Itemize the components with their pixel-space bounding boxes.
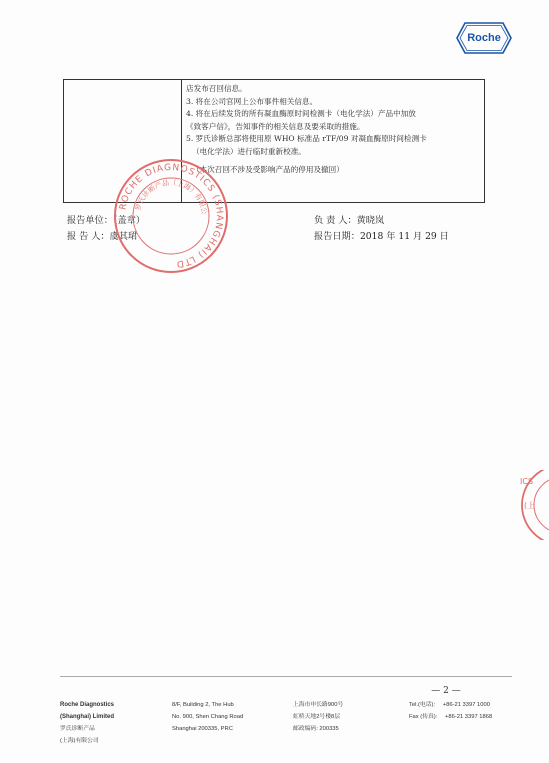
footer-address-en-2: No. 900, Shen Chang Road	[172, 714, 244, 720]
report-date-label: 报告日期：	[314, 231, 360, 242]
footer-fax-row	[409, 711, 492, 723]
measure-line: 3. 将在公司官网上公布事件相关信息。	[186, 96, 318, 106]
measures-cell	[186, 83, 482, 176]
responsible-name: 黄晓岚	[356, 215, 385, 226]
report-date-row	[314, 228, 449, 242]
measure-line: 《致客户信》，告知事件的相关信息及要采取的措施。	[186, 121, 365, 131]
footer-company-en-2: (Shanghai) Limited	[60, 714, 114, 720]
footer-company-cn-1: 罗氏诊断产品	[60, 726, 95, 732]
responsible-label: 负 责 人：	[314, 215, 357, 226]
tel-label: Tel.(电话):	[409, 702, 436, 708]
partial-seal-graphic	[512, 470, 549, 540]
fax-value: +86-21 3397 1868	[444, 714, 493, 720]
company-seal-graphic	[109, 157, 230, 275]
footer-company-en-1: Roche Diagnostics	[60, 702, 115, 708]
svg-text:罗氏诊断产品（上海）有限公司: 罗氏诊断产品（上海）有限公	[134, 178, 209, 215]
footer-address-en-1: 8/F, Building 2, The Hub	[172, 702, 234, 708]
reporter-label: 报 告 人：	[67, 231, 110, 242]
partial-seal-edge	[512, 470, 549, 540]
measure-line: 5. 罗氏诊断总部将使用原 WHO 标准品 rTF/09 对凝血酶原时间检测卡	[186, 134, 427, 144]
footer-address-cn-2: 虹桥天地2号楼8层	[293, 714, 341, 720]
measure-line: 店发布召回信息。	[186, 84, 247, 93]
measure-line: 4. 将在后续发货的所有凝血酶原时间检测卡（电化学法）产品中加放	[186, 109, 416, 119]
footer-divider	[60, 676, 512, 677]
footer-address-en-3: Shanghai 200335, PRC	[172, 726, 233, 732]
responsible-row	[314, 212, 384, 226]
footer-company-cn-2: (上海)有限公司	[60, 738, 99, 744]
company-seal	[109, 157, 230, 275]
footer-address-cn-3: 邮政编码: 200335	[293, 726, 339, 732]
fax-label: Fax (传真):	[409, 714, 438, 720]
roche-logo	[456, 22, 512, 54]
tel-value: +86-21 3397 1000	[442, 702, 490, 708]
report-date-value: 2018 年 11 月 29 日	[359, 231, 449, 242]
svg-text:ICS: ICS	[520, 477, 534, 486]
svg-text:ROCHE DIAGNOSTICS (SHANGHAI) L: ROCHE DIAGNOSTICS (SHANGHAI) LTD	[118, 162, 225, 269]
svg-text:(上: (上	[524, 501, 536, 510]
footer-address-cn-1: 上海市申长路900号	[293, 702, 344, 708]
page-number: — 2 —	[431, 686, 461, 696]
logo-text: Roche	[467, 32, 501, 44]
reporter-name: 虞其珺	[109, 231, 138, 242]
recall-note: （本次召回不涉及受影响产品的停用及撤回）	[192, 164, 344, 174]
footer-tel-row	[409, 699, 490, 711]
report-unit-label: 报告单位：（盖章）	[67, 215, 146, 226]
measure-line: （电化学法）进行临时重新校准。	[192, 146, 306, 156]
